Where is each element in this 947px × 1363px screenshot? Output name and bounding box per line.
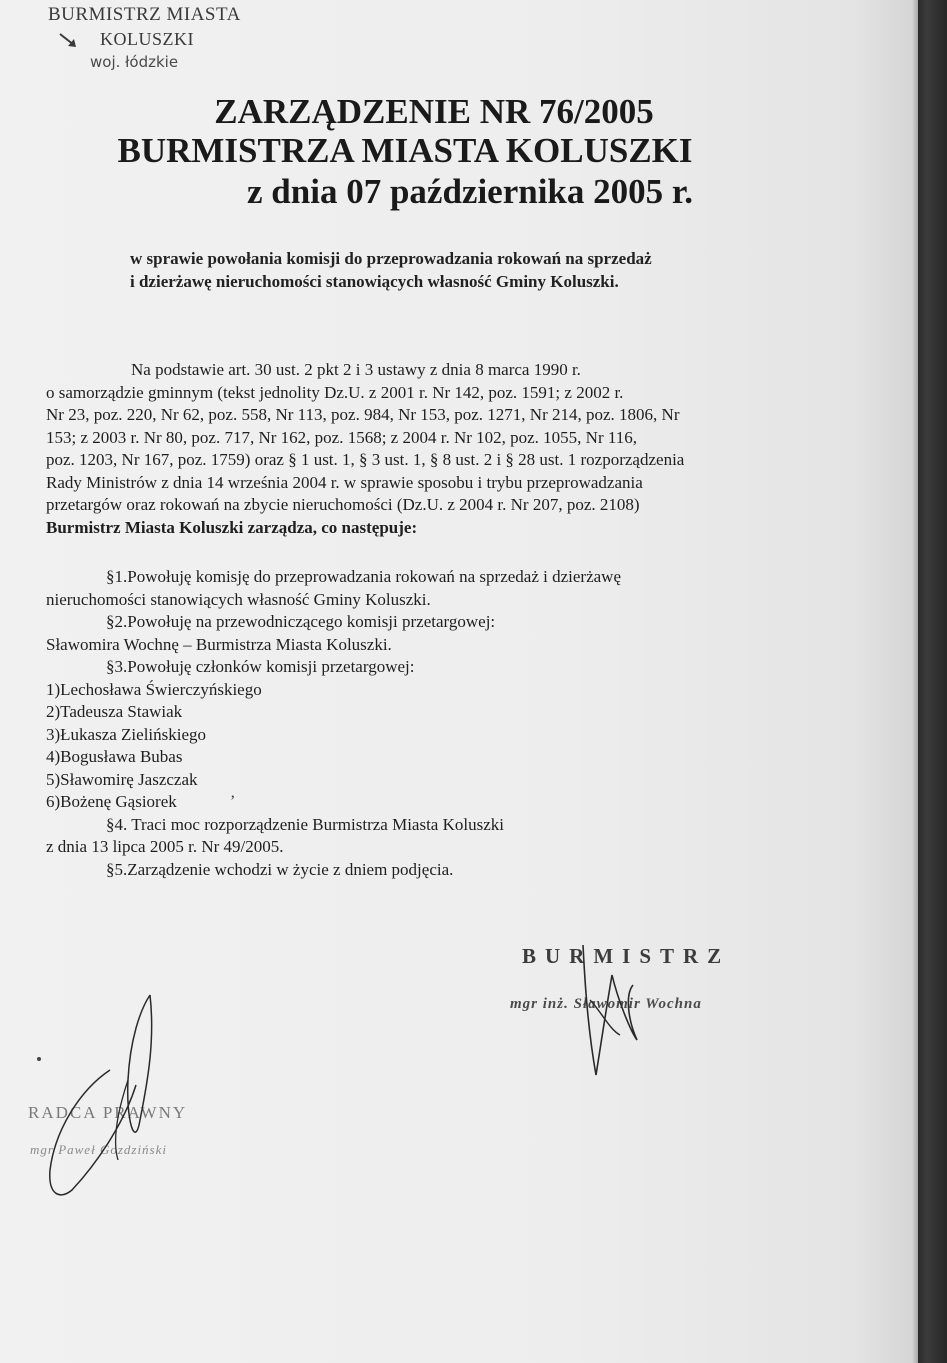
member-item: 6)Bożenę Gąsiorek: [46, 792, 177, 811]
stamp-arrow-icon: [58, 30, 80, 50]
stamp-town: KOLUSZKI: [100, 29, 194, 49]
legal-counsel-name: mgr Paweł Gozdziński: [30, 1142, 167, 1157]
legal-counsel-title: RADCA PRAWNY: [28, 1103, 188, 1122]
legal-basis: [46, 359, 836, 539]
paragraph-2-line-2: Sławomira Wochnę – Burmistrza Miasta Koluszki.: [46, 634, 392, 654]
stamp-province: woj. łódzkie: [90, 53, 179, 71]
paragraph-1-line-1: §1.Powołuję komisję do przeprowadzania rokowań na sprzedaż i dzierżawę: [106, 567, 621, 586]
subject: [130, 248, 810, 293]
legal-basis-line: o samorządzie gminnym (tekst jednolity Dz.U. z 2001 r. Nr 142, poz. 1591; z 2002 r.: [46, 382, 624, 402]
title-date: z dnia 07 października 2005 r.: [247, 172, 693, 211]
paragraph-2-line-1: §2.Powołuję na przewodniczącego komisji przetargowej:: [106, 612, 496, 631]
paragraph-3-line-1: §3.Powołuję członków komisji przetargowej:: [106, 657, 415, 676]
subject-line-1: w sprawie powołania komisji do przeprowadzania rokowań na sprzedaż: [130, 249, 652, 268]
paragraph-5-line-1: §5.Zarządzenie wchodzi w życie z dniem podjęcia.: [106, 859, 454, 879]
legal-basis-line: Na podstawie art. 30 ust. 2 pkt 2 i 3 ustawy z dnia 8 marca 1990 r.: [131, 360, 581, 379]
legal-basis-line: poz. 1203, Nr 167, poz. 1759) oraz § 1 ust. 1, § 3 ust. 1, § 8 ust. 2 i § 28 ust. 1 rozporządzenia: [46, 450, 685, 469]
subject-line-2: i dzierżawę nieruchomości stanowiących własność Gminy Koluszki.: [130, 271, 619, 291]
title-line-2: BURMISTRZA MIASTA KOLUSZKI: [117, 131, 693, 170]
signature-title: BURMISTRZ: [522, 944, 731, 968]
legal-basis-line: Nr 23, poz. 220, Nr 62, poz. 558, Nr 113, poz. 984, Nr 153, poz. 1271, Nr 214, poz. 1806, Nr: [46, 405, 680, 424]
legal-basis-line: przetargów oraz rokowań na zbycie nieruchomości (Dz.U. z 2004 r. Nr 207, poz. 2108): [46, 495, 640, 514]
legal-basis-line: 153; z 2003 r. Nr 80, poz. 717, Nr 162, poz. 1568; z 2004 r. Nr 102, poz. 1055, Nr 116,: [46, 427, 637, 447]
member-item: 4)Bogusława Bubas: [46, 747, 183, 766]
paragraph-1-line-2: nieruchomości stanowiących własność Gminy Koluszki.: [46, 589, 431, 609]
member-item: 1)Lechosława Świerczyńskiego: [46, 679, 262, 699]
ink-dot: [37, 1057, 41, 1061]
signature-name: mgr inż. Sławomir Wochna: [510, 996, 702, 1012]
decree-statement: Burmistrz Miasta Koluszki zarządza, co następuje:: [46, 517, 418, 537]
pen-mark-icon: ʼ: [230, 793, 236, 810]
counsel-signature-stroke: [50, 1070, 136, 1195]
paragraph-4-line-2: z dnia 13 lipca 2005 r. Nr 49/2005.: [46, 837, 284, 856]
scan-edge: [918, 0, 947, 1363]
member-item: 5)Sławomirę Jaszczak: [46, 769, 198, 789]
stamp-office: BURMISTRZ MIASTA: [48, 4, 241, 25]
paragraphs: [46, 566, 836, 881]
legal-basis-line: Rady Ministrów z dnia 14 września 2004 r. w sprawie sposobu i trybu przeprowadzania: [46, 472, 643, 492]
member-item: 2)Tadeusza Stawiak: [46, 702, 183, 721]
title-line-1: ZARZĄDZENIE NR 76/2005: [214, 92, 654, 131]
paragraph-4-line-1: §4. Traci moc rozporządzenie Burmistrza Miasta Koluszki: [106, 814, 504, 834]
member-item: 3)Łukasza Zielińskiego: [46, 724, 207, 744]
